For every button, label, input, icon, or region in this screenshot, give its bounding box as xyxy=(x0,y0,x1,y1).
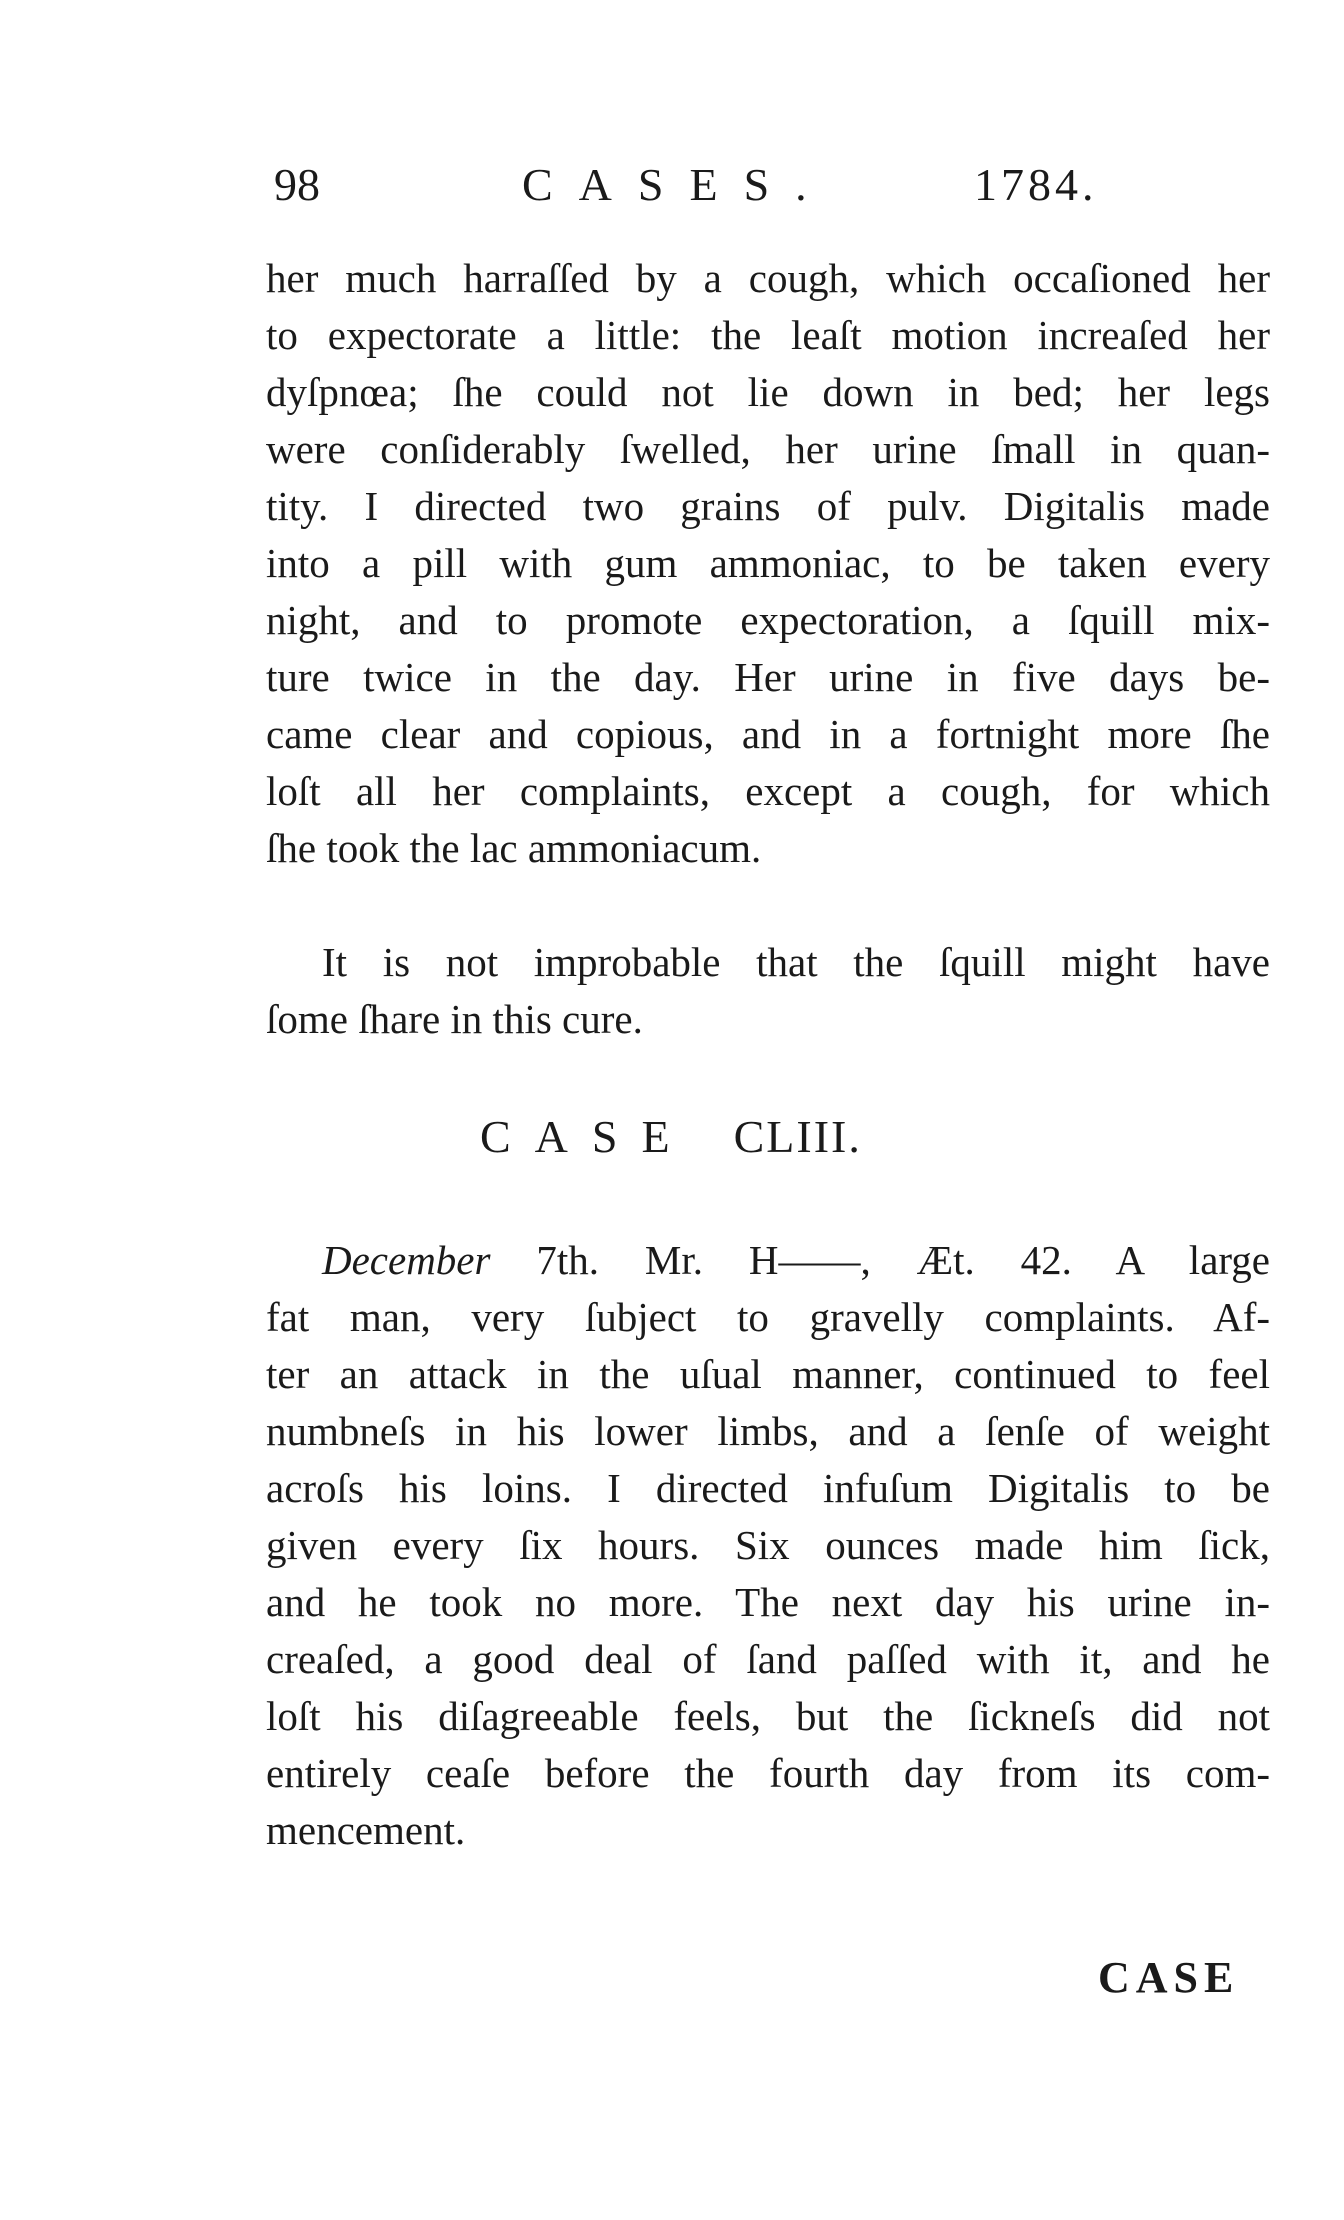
text-line-rest: 7th. Mr. H——, Æt. 42. A large xyxy=(536,1237,1270,1283)
text-line: and he took no more. The next day his urine in- xyxy=(266,1579,1270,1625)
page-number: 98 xyxy=(274,159,320,210)
text-line: tity. I directed two grains of pulv. Digitalis made xyxy=(266,483,1270,529)
catchword: CASE xyxy=(1098,1953,1240,2002)
text-line: mencement. xyxy=(266,1807,466,1853)
text-line: ſhe took the lac ammoniacum. xyxy=(266,825,762,871)
text-line: acroſs his loins. I directed infuſum Digitalis to be xyxy=(266,1465,1270,1511)
text-line: loſt his diſagreeable feels, but the ſickneſs did not xyxy=(266,1693,1270,1739)
text-line: ſome ſhare in this cure. xyxy=(266,996,643,1042)
text-line: into a pill with gum ammoniac, to be taken every xyxy=(266,540,1270,586)
text-line: night, and to promote expectoration, a ſquill mix- xyxy=(266,597,1270,643)
text-line-first xyxy=(266,1232,1270,1289)
text-line: ture twice in the day. Her urine in five days be- xyxy=(266,654,1270,700)
text-line: to expectorate a little: the leaſt motion increaſed her xyxy=(266,312,1270,358)
case-heading-number: CLIII. xyxy=(733,1111,862,1162)
header-year: 1784. xyxy=(974,159,1098,210)
case-heading-word: CASE xyxy=(480,1111,694,1162)
text-line: It is not improbable that the ſquill might have xyxy=(322,939,1270,985)
case-heading xyxy=(480,1110,862,1163)
paragraph-case-153 xyxy=(266,1232,1270,1859)
page-header xyxy=(274,158,1274,228)
text-line: numbneſs in his lower limbs, and a ſenſe of weight xyxy=(266,1408,1270,1454)
text-line: her much harraſſed by a cough, which occaſioned her xyxy=(266,255,1270,301)
paragraph-continued xyxy=(266,250,1270,877)
text-line: dyſpnœa; ſhe could not lie down in bed; her legs xyxy=(266,369,1270,415)
paragraph-squill-note xyxy=(266,934,1270,1048)
text-line: loſt all her complaints, except a cough, for which xyxy=(266,768,1270,814)
case-date: December xyxy=(322,1237,491,1283)
text-line: were conſiderably ſwelled, her urine ſmall in quan- xyxy=(266,426,1270,472)
text-line: fat man, very ſubject to gravelly complaints. Af- xyxy=(266,1294,1270,1340)
running-title: CASES. xyxy=(522,159,833,210)
text-line: entirely ceaſe before the fourth day from its com- xyxy=(266,1750,1270,1796)
text-line: came clear and copious, and in a fortnight more ſhe xyxy=(266,711,1270,757)
text-line: ter an attack in the uſual manner, continued to feel xyxy=(266,1351,1270,1397)
text-line: given every ſix hours. Six ounces made him ſick, xyxy=(266,1522,1270,1568)
text-line: creaſed, a good deal of ſand paſſed with it, and he xyxy=(266,1636,1270,1682)
